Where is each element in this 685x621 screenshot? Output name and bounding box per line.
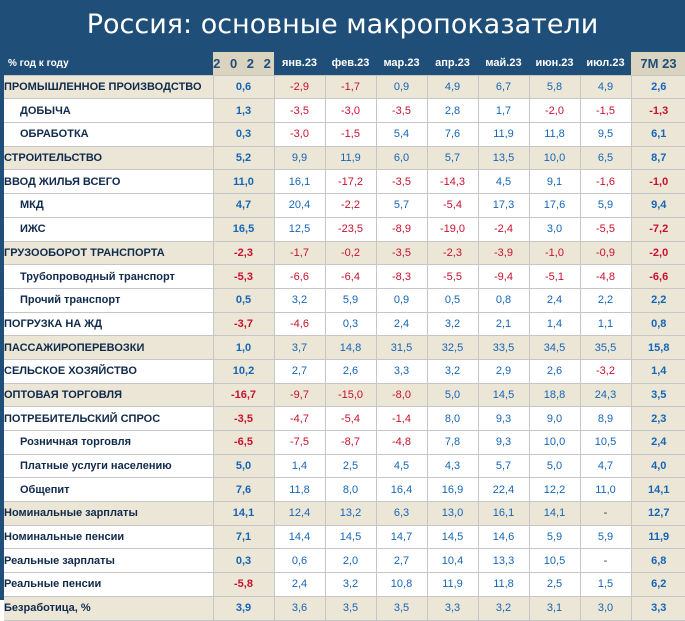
value-7m-2023: 3,5 [631,383,685,407]
value-month: -15,0 [325,383,376,407]
value-7m-2023: 2,3 [631,407,685,431]
value-month: 14,1 [529,502,580,526]
value-month: -4,6 [274,312,325,336]
value-month: 3,2 [274,288,325,312]
value-month: -3,5 [376,99,427,123]
value-month: 2,2 [580,288,631,312]
value-7m-2023: 2,2 [631,288,685,312]
value-7m-2023: 4,0 [631,454,685,478]
table-row [4,170,685,194]
value-month: 3,3 [376,359,427,383]
table-row [4,478,685,502]
value-month: 0,9 [376,288,427,312]
value-7m-2023: -1,0 [631,170,685,194]
value-month: 5,8 [529,75,580,99]
value-month: 2,4 [376,312,427,336]
value-month: 0,5 [427,288,478,312]
value-month: - [580,549,631,573]
value-month: -1,7 [325,75,376,99]
value-month: -2,3 [427,241,478,265]
value-month: 5,7 [376,194,427,218]
row-indicator-name: Прочий транспорт [4,288,213,312]
value-month: 11,8 [478,573,529,597]
value-2022: 3,9 [213,596,274,620]
header-7m-2023: 7М 23 [631,52,685,75]
value-month: 9,0 [529,407,580,431]
value-2022: -16,7 [213,383,274,407]
slide-title: Россия: основные макропоказатели [86,8,599,40]
value-2022: -3,7 [213,312,274,336]
value-month: -2,4 [478,217,529,241]
table-row [4,194,685,218]
value-month: 16,1 [274,170,325,194]
value-month: -1,4 [376,407,427,431]
value-7m-2023: 9,4 [631,194,685,218]
value-month: 31,5 [376,336,427,360]
value-month: 3,5 [376,596,427,620]
value-month: 2,5 [325,454,376,478]
value-7m-2023: 0,8 [631,312,685,336]
header-month: мар.23 [376,52,427,75]
value-month: 7,8 [427,431,478,455]
value-month: 2,4 [529,288,580,312]
value-month: 4,5 [376,454,427,478]
row-indicator-name: МКД [4,194,213,218]
table-row [4,502,685,526]
table-row [4,431,685,455]
row-indicator-name: ГРУЗООБОРОТ ТРАНСПОРТА [4,241,213,265]
value-month: -4,7 [274,407,325,431]
value-month: 13,5 [478,146,529,170]
value-month: 14,6 [478,525,529,549]
value-7m-2023: -2,0 [631,241,685,265]
value-month: 1,1 [580,312,631,336]
value-month: 1,5 [580,573,631,597]
row-indicator-name: ПАССАЖИРОПЕРЕВОЗКИ [4,336,213,360]
value-month: 9,1 [529,170,580,194]
value-7m-2023: 8,7 [631,146,685,170]
value-month: 3,7 [274,336,325,360]
row-indicator-name: ПРОМЫШЛЕННОЕ ПРОИЗВОДСТВО [4,75,213,99]
value-month: 5,4 [376,123,427,147]
value-month: -14,3 [427,170,478,194]
value-month: 0,9 [376,75,427,99]
value-month: 16,1 [478,502,529,526]
header-month: июл.23 [580,52,631,75]
row-indicator-name: Трубопроводный транспорт [4,265,213,289]
header-month: янв.23 [274,52,325,75]
value-month: 17,6 [529,194,580,218]
value-2022: -2,3 [213,241,274,265]
row-indicator-name: Розничная торговля [4,431,213,455]
value-month: 2,9 [478,359,529,383]
table-row [4,359,685,383]
value-month: 10,5 [529,549,580,573]
value-month: -23,5 [325,217,376,241]
value-month: 16,9 [427,478,478,502]
value-month: 5,9 [529,525,580,549]
value-month: -3,5 [376,241,427,265]
value-month: 3,2 [325,573,376,597]
value-month: 5,0 [529,454,580,478]
value-month: 2,7 [274,359,325,383]
value-month: 11,9 [478,123,529,147]
value-month: -1,6 [580,170,631,194]
value-month: 12,5 [274,217,325,241]
value-month: 5,9 [580,525,631,549]
value-month: 3,2 [427,359,478,383]
value-month: -4,8 [580,265,631,289]
value-month: -5,5 [427,265,478,289]
value-2022: -5,3 [213,265,274,289]
value-month: 11,0 [580,478,631,502]
value-month: 11,9 [427,573,478,597]
table-row [4,265,685,289]
value-month: -9,7 [274,383,325,407]
row-indicator-name: Общепит [4,478,213,502]
row-indicator-name: Номинальные зарплаты [4,502,213,526]
value-month: 0,3 [325,312,376,336]
value-month: 4,9 [427,75,478,99]
table-row [4,217,685,241]
row-indicator-name: Номинальные пенсии [4,525,213,549]
value-month: 12,2 [529,478,580,502]
value-month: -7,5 [274,431,325,455]
value-month: -8,0 [376,383,427,407]
table-row [4,123,685,147]
value-month: 5,9 [325,288,376,312]
row-indicator-name: ОПТОВАЯ ТОРГОВЛЯ [4,383,213,407]
value-7m-2023: -6,6 [631,265,685,289]
value-7m-2023: 2,6 [631,75,685,99]
value-month: 4,9 [580,75,631,99]
value-month: 2,7 [376,549,427,573]
value-month: -19,0 [427,217,478,241]
value-month: 11,9 [325,146,376,170]
table-row [4,288,685,312]
value-7m-2023: 3,3 [631,596,685,620]
value-month: -3,9 [478,241,529,265]
value-month: 5,7 [427,146,478,170]
value-month: 17,3 [478,194,529,218]
value-2022: 5,2 [213,146,274,170]
value-7m-2023: 6,2 [631,573,685,597]
value-month: 13,3 [478,549,529,573]
value-month: 12,4 [274,502,325,526]
value-month: 3,3 [427,596,478,620]
value-2022: 0,5 [213,288,274,312]
value-month: 20,4 [274,194,325,218]
value-month: -1,7 [274,241,325,265]
table-row [4,336,685,360]
value-month: -6,4 [325,265,376,289]
value-7m-2023: 15,8 [631,336,685,360]
table-row [4,312,685,336]
row-indicator-name: ДОБЫЧА [4,99,213,123]
value-month: -2,0 [529,99,580,123]
row-indicator-name: Платные услуги населению [4,454,213,478]
value-month: 3,2 [427,312,478,336]
row-indicator-name: ОБРАБОТКА [4,123,213,147]
row-indicator-name: ИЖС [4,217,213,241]
row-indicator-name: ПОТРЕБИТЕЛЬСКИЙ СПРОС [4,407,213,431]
value-2022: 16,5 [213,217,274,241]
table-row [4,75,685,99]
row-indicator-name: ПОГРУЗКА НА ЖД [4,312,213,336]
value-month: 3,0 [580,596,631,620]
value-2022: 0,6 [213,75,274,99]
value-2022: -6,5 [213,431,274,455]
value-month: 6,0 [376,146,427,170]
value-month: 4,3 [427,454,478,478]
value-month: 10,5 [580,431,631,455]
value-month: 6,7 [478,75,529,99]
value-month: -3,0 [274,123,325,147]
value-7m-2023: 6,8 [631,549,685,573]
value-month: -17,2 [325,170,376,194]
value-month: -6,6 [274,265,325,289]
value-month: 3,1 [529,596,580,620]
value-month: 10,8 [376,573,427,597]
value-month: -0,2 [325,241,376,265]
value-2022: 11,0 [213,170,274,194]
table-row [4,146,685,170]
value-month: -8,9 [376,217,427,241]
value-month: -1,5 [580,99,631,123]
value-month: -1,0 [529,241,580,265]
row-indicator-name: СТРОИТЕЛЬСТВО [4,146,213,170]
value-2022: 10,2 [213,359,274,383]
row-indicator-name: Безработица, % [4,596,213,620]
value-7m-2023: 6,1 [631,123,685,147]
value-month: 13,2 [325,502,376,526]
value-month: 2,1 [478,312,529,336]
header-month: май.23 [478,52,529,75]
value-month: 0,8 [478,288,529,312]
value-month: 18,8 [529,383,580,407]
value-month: 10,4 [427,549,478,573]
value-month: 8,0 [325,478,376,502]
value-month: -2,2 [325,194,376,218]
value-month: -2,9 [274,75,325,99]
value-2022: 0,3 [213,123,274,147]
value-month: 2,6 [325,359,376,383]
value-month: -3,5 [376,170,427,194]
value-7m-2023: 11,9 [631,525,685,549]
value-month: 33,5 [478,336,529,360]
value-month: 13,0 [427,502,478,526]
value-month: 14,7 [376,525,427,549]
value-month: -8,7 [325,431,376,455]
value-2022: 7,6 [213,478,274,502]
table-row [4,549,685,573]
value-month: 9,3 [478,431,529,455]
value-month: 14,5 [325,525,376,549]
value-month: -3,0 [325,99,376,123]
value-2022: 7,1 [213,525,274,549]
value-month: 14,5 [478,383,529,407]
value-month: - [580,502,631,526]
row-indicator-name: Реальные пенсии [4,573,213,597]
row-indicator-name: ВВОД ЖИЛЬЯ ВСЕГО [4,170,213,194]
value-month: 10,0 [529,146,580,170]
value-month: 6,3 [376,502,427,526]
value-month: 4,5 [478,170,529,194]
value-month: 1,4 [529,312,580,336]
table-row [4,99,685,123]
value-month: 2,5 [529,573,580,597]
value-month: -1,5 [325,123,376,147]
value-month: 5,9 [580,194,631,218]
header-indicator: % год к году [4,52,213,75]
value-month: 9,5 [580,123,631,147]
value-month: 4,7 [580,454,631,478]
table-row [4,407,685,431]
value-2022: 1,0 [213,336,274,360]
value-month: 5,7 [478,454,529,478]
value-month: 34,5 [529,336,580,360]
value-month: -0,9 [580,241,631,265]
value-2022: -3,5 [213,407,274,431]
value-month: 3,0 [529,217,580,241]
value-month: 3,2 [478,596,529,620]
value-month: 2,0 [325,549,376,573]
row-indicator-name: СЕЛЬСКОЕ ХОЗЯЙСТВО [4,359,213,383]
value-month: -3,2 [580,359,631,383]
table-header-row [4,52,685,75]
value-month: 32,5 [427,336,478,360]
macro-indicators-table [4,52,685,621]
header-month: июн.23 [529,52,580,75]
value-month: 8,0 [427,407,478,431]
value-month: -9,4 [478,265,529,289]
value-2022: 4,7 [213,194,274,218]
value-month: 1,7 [478,99,529,123]
value-month: 14,4 [274,525,325,549]
value-month: 6,5 [580,146,631,170]
value-month: 3,5 [325,596,376,620]
value-2022: 14,1 [213,502,274,526]
value-month: -4,8 [376,431,427,455]
value-month: 5,0 [427,383,478,407]
value-month: 0,6 [274,549,325,573]
value-7m-2023: -1,3 [631,99,685,123]
value-month: 2,6 [529,359,580,383]
value-month: 35,5 [580,336,631,360]
value-month: 2,8 [427,99,478,123]
value-month: 1,4 [274,454,325,478]
table-row [4,241,685,265]
value-month: -3,5 [274,99,325,123]
value-month: -5,1 [529,265,580,289]
value-month: 14,5 [427,525,478,549]
value-month: 16,4 [376,478,427,502]
value-7m-2023: 12,7 [631,502,685,526]
value-month: 22,4 [478,478,529,502]
table-row [4,573,685,597]
value-month: 2,4 [274,573,325,597]
value-month: 9,3 [478,407,529,431]
value-month: 11,8 [529,123,580,147]
value-month: 3,6 [274,596,325,620]
value-2022: 5,0 [213,454,274,478]
value-7m-2023: 14,1 [631,478,685,502]
header-month: фев.23 [325,52,376,75]
value-2022: 1,3 [213,99,274,123]
value-month: -5,5 [580,217,631,241]
value-month: -5,4 [325,407,376,431]
table-body [4,75,685,620]
value-month: 7,6 [427,123,478,147]
table-row [4,383,685,407]
row-indicator-name: Реальные зарплаты [4,549,213,573]
value-7m-2023: 2,4 [631,431,685,455]
value-month: 11,8 [274,478,325,502]
value-month: 10,0 [529,431,580,455]
value-month: -8,3 [376,265,427,289]
value-month: 14,8 [325,336,376,360]
value-month: 9,9 [274,146,325,170]
table-row [4,525,685,549]
value-7m-2023: -7,2 [631,217,685,241]
value-month: 24,3 [580,383,631,407]
value-7m-2023: 1,4 [631,359,685,383]
table-row [4,454,685,478]
value-2022: -5,8 [213,573,274,597]
header-month: апр.23 [427,52,478,75]
header-year-2022: 2 0 2 2 [213,52,274,75]
value-month: -5,4 [427,194,478,218]
value-2022: 0,3 [213,549,274,573]
value-month: 8,9 [580,407,631,431]
